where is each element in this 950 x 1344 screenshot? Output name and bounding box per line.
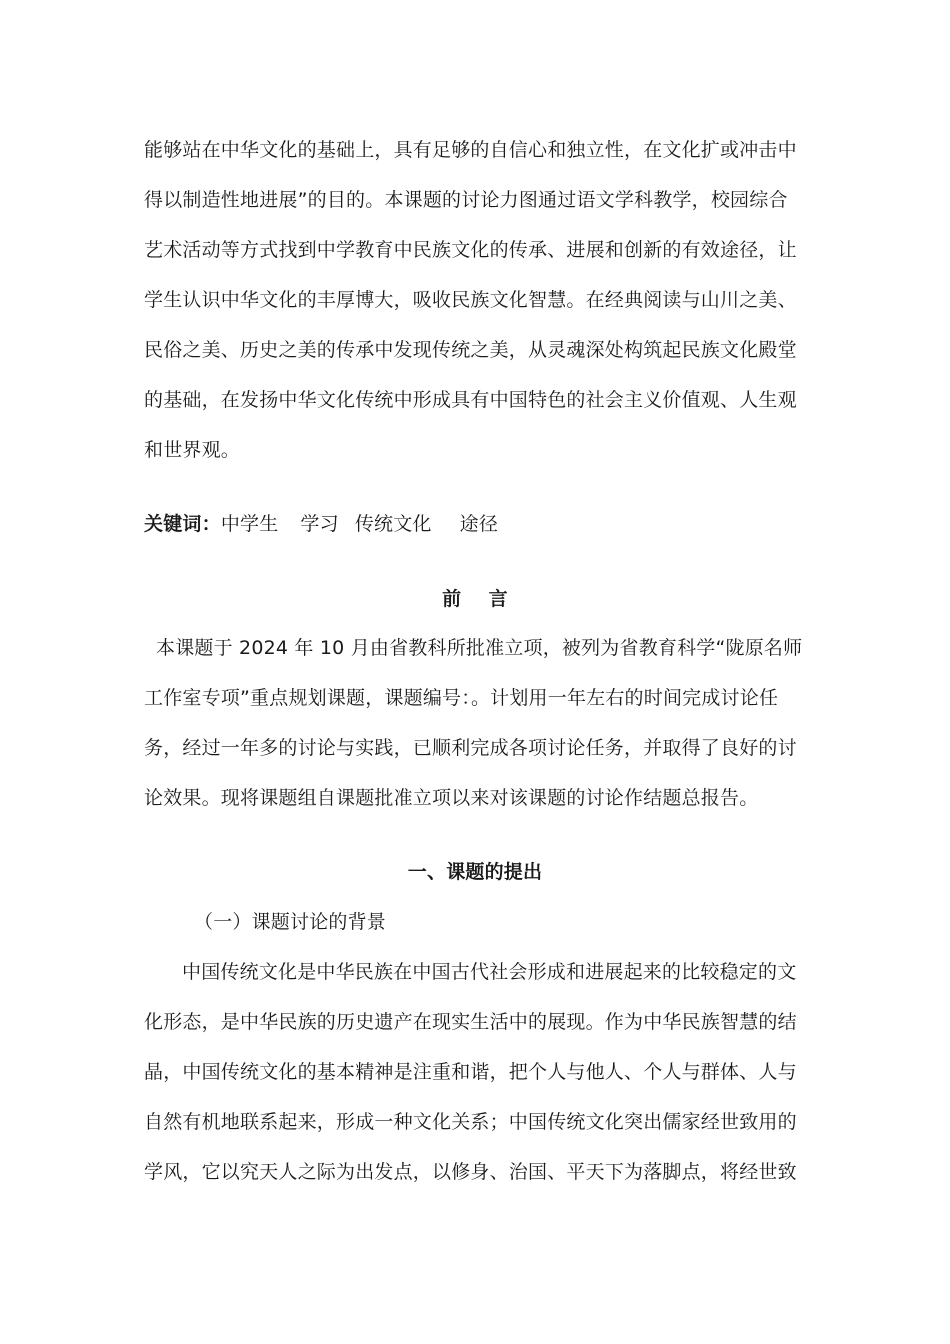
keyword-term: 学习 bbox=[300, 513, 339, 535]
section-line: 晶，中国传统文化的基本精神是注重和谐，把个人与他人、个人与群体、人与 bbox=[144, 1061, 797, 1083]
abstract-line: 得以制造性地进展”的目的。本课题的讨论力图通过语文学科教学，校园综合 bbox=[144, 189, 788, 211]
preface-line: 工作室专项”重点规划课题，课题编号：。计划用一年左右的时间完成讨论任 bbox=[144, 687, 779, 709]
abstract-line: 的基础，在发扬中华文化传统中形成具有中国特色的社会主义价值观、人生观 bbox=[144, 389, 797, 411]
abstract-line: 学生认识中华文化的丰厚博大，吸收民族文化智慧。在经典阅读与山川之美、 bbox=[144, 289, 797, 311]
section-line: 化形态，是中华民族的历史遗产在现实生活中的展现。作为中华民族智慧的结 bbox=[144, 1011, 797, 1033]
section-heading: 一、课题的提出 bbox=[407, 861, 543, 883]
preface-line: 务，经过一年多的讨论与实践，已顺利完成各项讨论任务，并取得了良好的讨 bbox=[144, 737, 797, 759]
preface-line: 本课题于 2024 年 10 月由省教科所批准立项，被列为省教育科学“陇原名师 bbox=[156, 637, 803, 659]
section-line: 中国传统文化是中华民族在中国古代社会形成和进展起来的比较稳定的文 bbox=[182, 961, 797, 983]
keyword-term: 传统文化 bbox=[354, 513, 432, 535]
abstract-line: 艺术活动等方式找到中学教育中民族文化的传承、进展和创新的有效途径，让 bbox=[144, 239, 797, 261]
section-line: 自然有机地联系起来，形成一种文化关系；中国传统文化突出儒家经世致用的 bbox=[144, 1111, 797, 1133]
keyword-term: 中学生 bbox=[220, 513, 279, 535]
abstract-line: 民俗之美、历史之美的传承中发现传统之美，从灵魂深处构筑起民族文化殿堂 bbox=[144, 339, 797, 361]
preface-heading: 前 言 bbox=[442, 588, 508, 610]
keyword-term: 途径 bbox=[459, 513, 499, 535]
keywords-row bbox=[144, 512, 498, 536]
section-subheading: （一）课题讨论的背景 bbox=[194, 911, 387, 933]
keywords-label: 关键词： bbox=[144, 513, 221, 535]
section-line: 学风，它以究天人之际为出发点，以修身、治国、平天下为落脚点，将经世致 bbox=[144, 1161, 797, 1183]
preface-line: 论效果。现将课题组自课题批准立项以来对该课题的讨论作结题总报告。 bbox=[144, 787, 759, 809]
abstract-line: 能够站在中华文化的基础上，具有足够的自信心和独立性，在文化扩或冲击中 bbox=[144, 139, 797, 161]
abstract-line: 和世界观。 bbox=[144, 439, 241, 461]
